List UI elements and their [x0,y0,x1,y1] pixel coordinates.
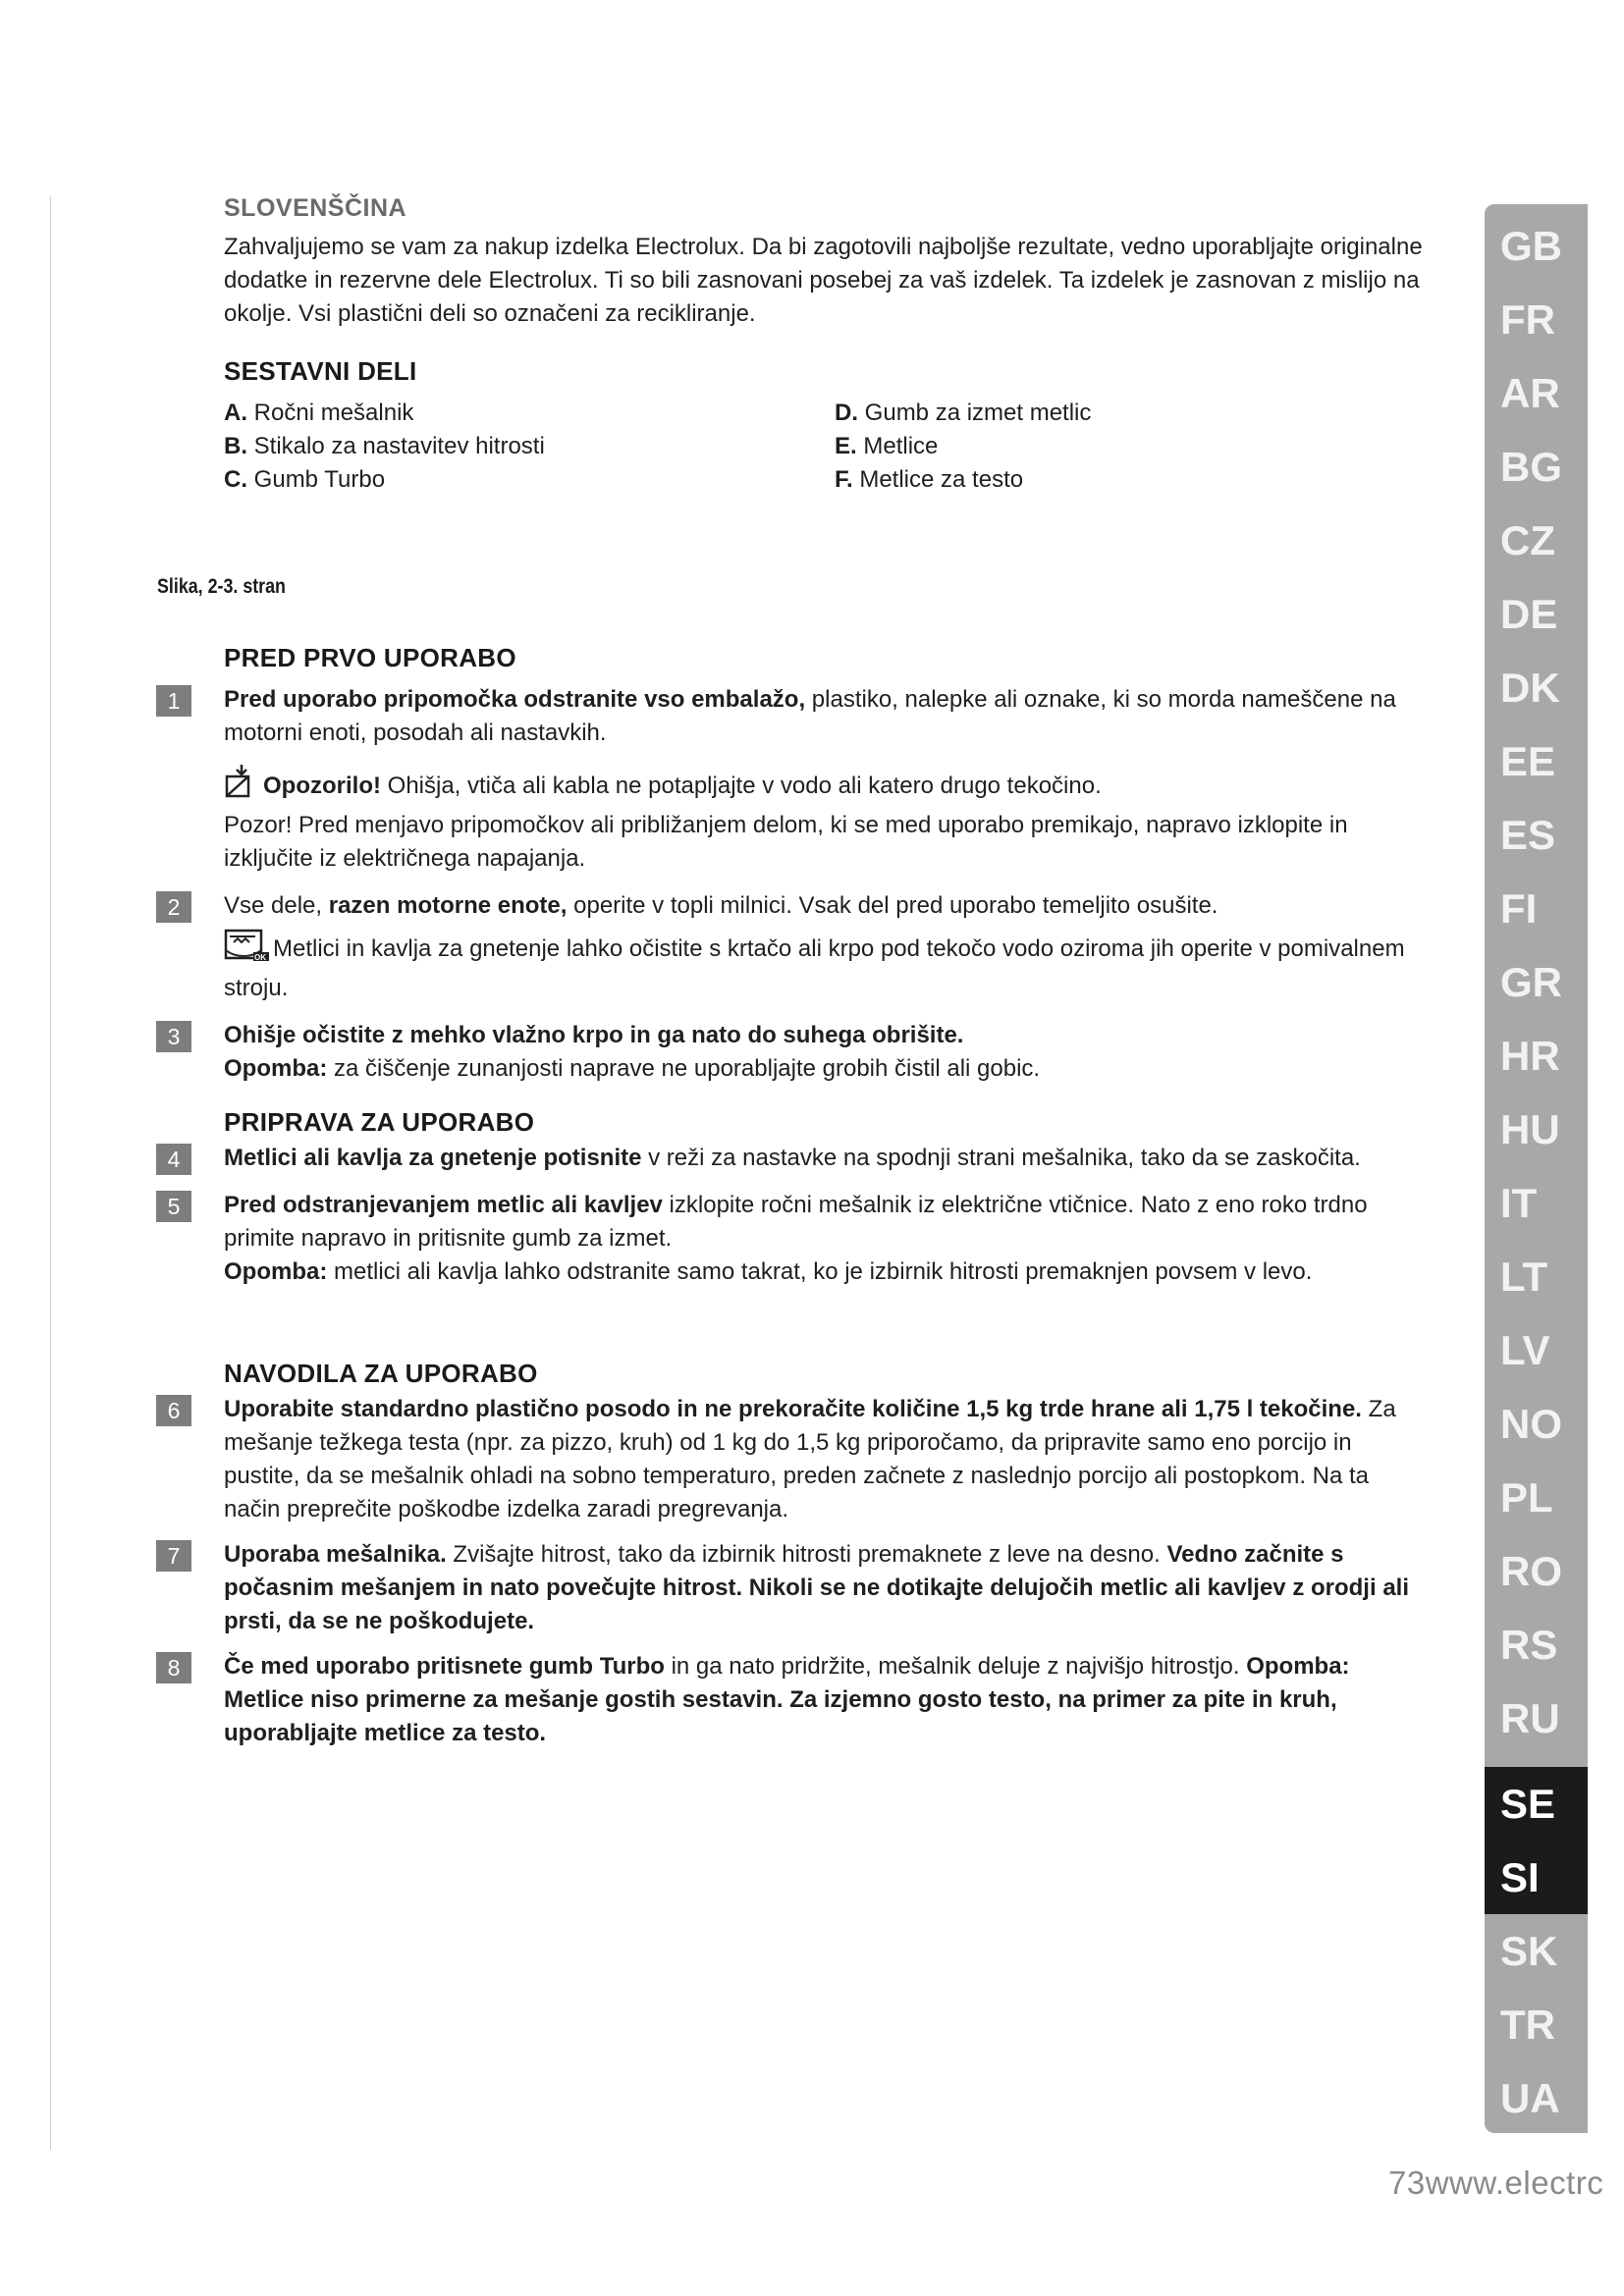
lang-tab-hu[interactable]: HU [1500,1106,1560,1152]
lang-tab-tr[interactable]: TR [1500,2002,1555,2048]
step-7 [167,1538,1432,1638]
first-use-section [167,643,1432,1086]
lang-tab-sk[interactable]: SK [1500,1928,1558,1974]
warning-text: Opozorilo! Ohišja, vtiča ali kabla ne potapljajte v vodo ali katero drugo tekočino. [224,764,1432,809]
step-text: Ohišje očistite z mehko vlažno krpo in ga nato do suhega obrišite. [224,1022,964,1048]
lang-tab-fi[interactable]: FI [1500,885,1538,932]
lang-tab-fr[interactable]: FR [1500,296,1555,343]
lang-tab-it[interactable]: IT [1500,1180,1538,1226]
lang-tab-es[interactable]: ES [1500,812,1556,858]
lang-tab-si[interactable]: SI [1485,1841,1588,1914]
step-number: 2 [156,891,191,923]
page-footer: 73www.electrc [1388,2164,1604,2201]
left-margin-rule [50,196,51,2150]
part-item: A. Ročni mešalnik [224,400,414,426]
svg-text:OK: OK [254,953,266,962]
lang-tab-dk[interactable]: DK [1500,665,1560,711]
intro-text: Zahvaljujemo se vam za nakup izdelka Electrolux. Da bi zagotovili najboljše rezultate, vedno uporabljajte originalne dodatke in rezervne dele Electrolux. Ti so bili zasnovani posebej za vaš izdelek. Ta izdelek je zasnovan z mislijo na okolje. Vsi plastični deli so označeni za recikliranje. [224,234,1423,327]
step-2 [167,889,1432,923]
no-immersion-icon [224,764,259,809]
lang-tab-ua[interactable]: UA [1500,2075,1560,2121]
step-number: 5 [156,1191,191,1222]
step-text: Vse dele, razen motorne enote, operite v topli milnici. Vsak del pred uporabo temeljito osušite. [224,892,1218,919]
step-5 [167,1189,1432,1289]
preparation-section [167,1107,1432,1289]
warning-block [224,764,1432,876]
section-heading: NAVODILA ZA UPORABO [224,1359,538,1388]
section-heading: PRED PRVO UPORABO [224,643,516,672]
step-8 [167,1650,1432,1750]
step-text: Če med uporabo pritisnete gumb Turbo in ga nato pridržite, mešalnik deluje z najvišjo hitrostjo. Opomba: Metlice niso primerne za mešanje gostih sestavin. Za izjemno gosto testo, na primer za pite in kruh, uporabljajte metlice za testo. [224,1653,1350,1746]
step-note: Opomba: za čiščenje zunanjosti naprave ne uporabljajte grobih čistil ali gobic. [224,1055,1041,1082]
lang-tab-gb[interactable]: GB [1500,223,1562,269]
section-heading: PRIPRAVA ZA UPORABO [224,1107,535,1137]
step-number: 4 [156,1144,191,1175]
parts-heading: SESTAVNI DELI [224,356,417,386]
step-1 [167,683,1432,750]
dishwasher-icon [224,929,269,972]
step-text: Metlici ali kavlja za gnetenje potisnite v reži za nastavke na spodnji strani mešalnika, tako da se zaskočita. [224,1145,1361,1171]
lang-tab-gr[interactable]: GR [1500,959,1562,1005]
lang-tab-no[interactable]: NO [1500,1401,1562,1447]
lang-tab-bg[interactable]: BG [1500,444,1562,490]
step-4 [167,1142,1432,1175]
lang-tab-ee[interactable]: EE [1500,738,1556,784]
step-text: Uporaba mešalnika. Zvišajte hitrost, tako da izbirnik hitrosti premaknete z leve na desno. Vedno začnite s počasnim mešanjem in nato povečujte hitrost. Nikoli se ne dotikajte delujočih metlic ali kavljev z orodji ali prsti, da se ne poškodujete. [224,1541,1409,1634]
dishwasher-note [224,929,1432,1005]
figure-reference: Slika, 2-3. stran [157,575,286,598]
lang-tab-de[interactable]: DE [1500,591,1558,637]
lang-tab-ar[interactable]: AR [1500,370,1560,416]
part-item: F. Metlice za testo [835,466,1024,493]
step-text: Pred uporabo pripomočka odstranite vso embalažo, plastiko, nalepke ali oznake, ki so morda nameščene na motorni enoti, posodah ali nastavkih. [224,686,1396,746]
lang-tab-rs[interactable]: RS [1500,1622,1558,1668]
instructions-section [167,1359,1432,1750]
lang-tab-cz[interactable]: CZ [1500,517,1555,563]
part-item: C. Gumb Turbo [224,466,386,493]
step-number: 3 [156,1021,191,1052]
step-text: Pred odstranjevanjem metlic ali kavljev izklopite ročni mešalnik iz električne vtičnice. Nato z eno roko trdno primite napravo in pritisnite gumb za izmet. [224,1192,1368,1252]
step-6 [167,1393,1432,1526]
language-title: SLOVENŠČINA [224,194,407,222]
step-note: Opomba: metlici ali kavlja lahko odstranite samo takrat, ko je izbirnik hitrosti premaknjen povsem v levo. [224,1258,1313,1285]
step-text: Uporabite standardno plastično posodo in ne prekoračite količine 1,5 kg trde hrane ali 1,75 l tekočine. Za mešanje težkega testa (npr. za pizzo, kruh) od 1 kg do 1,5 kg priporočamo, da pripravite samo eno porcijo in pustite, da se mešalnik ohladi na sobno temperaturo, preden začnete z naslednjo porcijo ali postopkom. Na ta način preprečite poškodbe izdelka zaradi pregrevanja. [224,1396,1396,1522]
lang-tab-ro[interactable]: RO [1500,1548,1562,1594]
part-item: D. Gumb za izmet metlic [835,400,1092,426]
intro-block [224,194,1432,497]
part-item: E. Metlice [835,433,939,459]
step-number: 6 [156,1395,191,1426]
step-number: 7 [156,1540,191,1572]
step-number: 8 [156,1652,191,1683]
lang-tab-lt[interactable]: LT [1500,1254,1548,1300]
lang-tab-lv[interactable]: LV [1500,1327,1550,1373]
part-item: B. Stikalo za nastavitev hitrosti [224,433,545,459]
parts-list [224,397,1432,497]
lang-tab-ru[interactable]: RU [1500,1695,1560,1741]
lang-tab-pl[interactable]: PL [1500,1474,1553,1521]
caution-text: Pozor! Pred menjavo pripomočkov ali približanjem delom, ki se med uporabo premikajo, napravo izklopite in izključite iz električnega napajanja. [224,812,1348,872]
step-number: 1 [156,685,191,717]
step-3 [167,1019,1432,1086]
lang-tab-se[interactable]: SE [1485,1767,1588,1841]
lang-tab-hr[interactable]: HR [1500,1033,1560,1079]
dishwasher-text: OK Metlici in kavlja za gnetenje lahko očistite s krtačo ali krpo pod tekočo vodo oziroma jih operite v pomivalnem stroju. [224,929,1432,1005]
